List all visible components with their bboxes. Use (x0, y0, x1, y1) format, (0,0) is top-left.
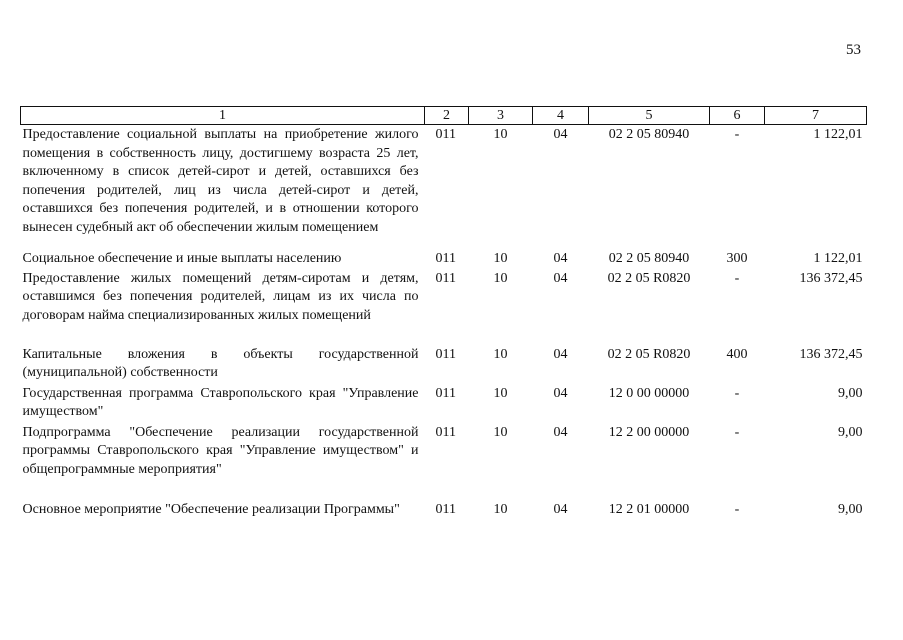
row-admin-code: 011 (435, 501, 456, 517)
row-admin-code: 011 (435, 385, 456, 401)
row-admin-code: 011 (435, 270, 456, 286)
row-target-article: 02 2 05 80940 (608, 250, 690, 266)
table-row (21, 500, 867, 539)
row-section: 10 (493, 346, 508, 362)
row-admin-code: 011 (435, 127, 456, 142)
row-name: Капитальные вложения в объекты государственной (муниципальной) собственности (22, 346, 419, 380)
table-row (21, 125, 867, 249)
row-amount: 1 122,01 (813, 127, 863, 142)
row-target-article: 02 2 05 80940 (608, 127, 690, 142)
row-subsection: 04 (553, 385, 568, 401)
header-col-6: 6 (710, 107, 765, 125)
row-name: Социальное обеспечение и иные выплаты населению (22, 250, 342, 266)
row-subsection: 04 (553, 270, 568, 286)
row-section: 10 (493, 424, 508, 440)
row-expense-type: - (734, 424, 740, 440)
row-amount: 136 372,45 (799, 346, 863, 362)
row-admin-code: 011 (435, 250, 456, 266)
row-expense-type: - (734, 127, 740, 142)
row-target-article: 12 0 00 00000 (608, 385, 690, 401)
table-row (21, 345, 867, 384)
row-section: 10 (493, 127, 508, 142)
table-row (21, 423, 867, 500)
table-row (21, 384, 867, 423)
row-amount: 136 372,45 (799, 270, 863, 286)
table-body (21, 125, 867, 539)
row-name: Предоставление социальной выплаты на приобретение жилого помещения в собственность лицу, достигшему возраста 25 лет, включенному в список детей-сирот и детей, оставшихся без попечения родителей, лиц из числа детей-сирот и детей, оставшихся без попечения родителей, и в отношении которого вынесен судебный акт об обеспечении жилым помещением (22, 127, 419, 235)
row-expense-type: - (734, 385, 740, 401)
row-amount: 9,00 (838, 385, 863, 401)
header-col-7: 7 (765, 107, 867, 125)
header-col-1: 1 (21, 107, 425, 125)
row-subsection: 04 (553, 501, 568, 517)
table-row (21, 269, 867, 345)
row-amount: 9,00 (838, 424, 863, 440)
row-amount: 1 122,01 (813, 250, 863, 266)
row-name: Основное мероприятие "Обеспечение реализации Программы" (22, 501, 400, 517)
budget-table (20, 106, 867, 539)
row-target-article: 12 2 00 00000 (608, 424, 690, 440)
row-expense-type: - (734, 270, 740, 286)
header-col-3: 3 (469, 107, 533, 125)
row-section: 10 (493, 501, 508, 517)
row-expense-type: - (734, 501, 740, 517)
row-admin-code: 011 (435, 346, 456, 362)
row-name: Предоставление жилых помещений детям-сиротам и детям, оставшимся без попечения родителей, лицам из их числа по договорам найма специализированных жилых помещений (22, 270, 419, 323)
header-col-4: 4 (533, 107, 589, 125)
row-section: 10 (493, 385, 508, 401)
page-number: 53 (846, 42, 861, 58)
row-target-article: 02 2 05 R0820 (607, 346, 691, 362)
row-subsection: 04 (553, 127, 568, 142)
row-subsection: 04 (553, 424, 568, 440)
row-target-article: 02 2 05 R0820 (607, 270, 691, 286)
row-subsection: 04 (553, 250, 568, 266)
header-col-5: 5 (589, 107, 710, 125)
row-name: Подпрограмма "Обеспечение реализации государственной программы Ставропольского края "Управление имуществом" и общепрограммные мероприятия" (22, 424, 419, 477)
row-expense-type: 400 (726, 346, 748, 362)
row-subsection: 04 (553, 346, 568, 362)
row-admin-code: 011 (435, 424, 456, 440)
row-name: Государственная программа Ставропольского края "Управление имуществом" (22, 385, 419, 419)
row-section: 10 (493, 250, 508, 266)
header-row (21, 107, 867, 125)
row-target-article: 12 2 01 00000 (608, 501, 690, 517)
table-row (21, 249, 867, 269)
row-section: 10 (493, 270, 508, 286)
row-amount: 9,00 (838, 501, 863, 517)
row-expense-type: 300 (726, 250, 748, 266)
table-header (21, 107, 867, 125)
header-col-2: 2 (425, 107, 469, 125)
